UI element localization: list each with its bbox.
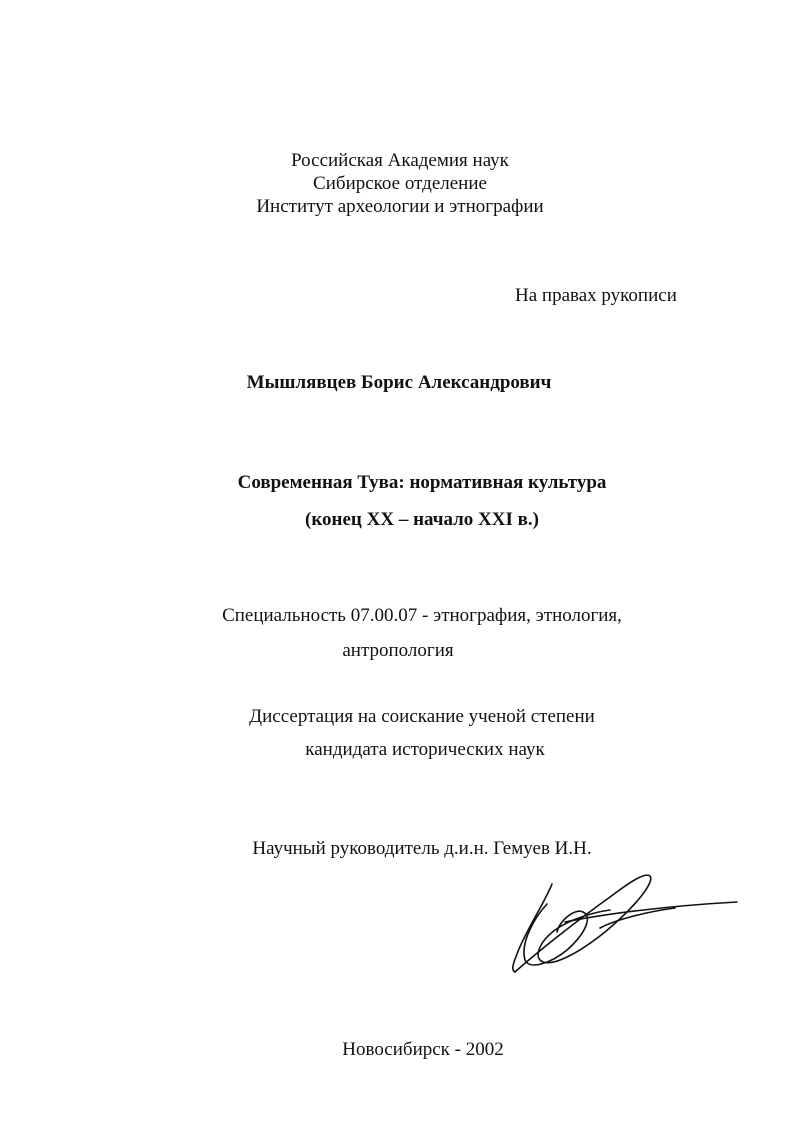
author-name: Мышлявцев Борис Александрович <box>246 372 552 393</box>
institution-line-institute: Институт археологии и этнографии <box>256 196 544 217</box>
handwritten-signature <box>505 862 740 974</box>
specialty-line-2: антропология <box>342 640 454 661</box>
dissertation-title-line-2: (конец XX – начало XXI в.) <box>305 509 539 530</box>
degree-line-2: кандидата исторических наук <box>305 739 545 760</box>
institution-line-branch: Сибирское отделение <box>313 173 487 194</box>
manuscript-rights-note: На правах рукописи <box>515 285 677 306</box>
degree-line-1: Диссертация на соискание ученой степени <box>249 706 595 727</box>
supervisor-line: Научный руководитель д.и.н. Гемуев И.Н. <box>252 838 592 859</box>
city-year: Новосибирск - 2002 <box>342 1039 504 1060</box>
specialty-line-1: Специальность 07.00.07 - этнография, этнология, <box>222 605 622 626</box>
dissertation-title-line-1: Современная Тува: нормативная культура <box>237 472 607 493</box>
institution-line-academy: Российская Академия наук <box>291 150 509 171</box>
